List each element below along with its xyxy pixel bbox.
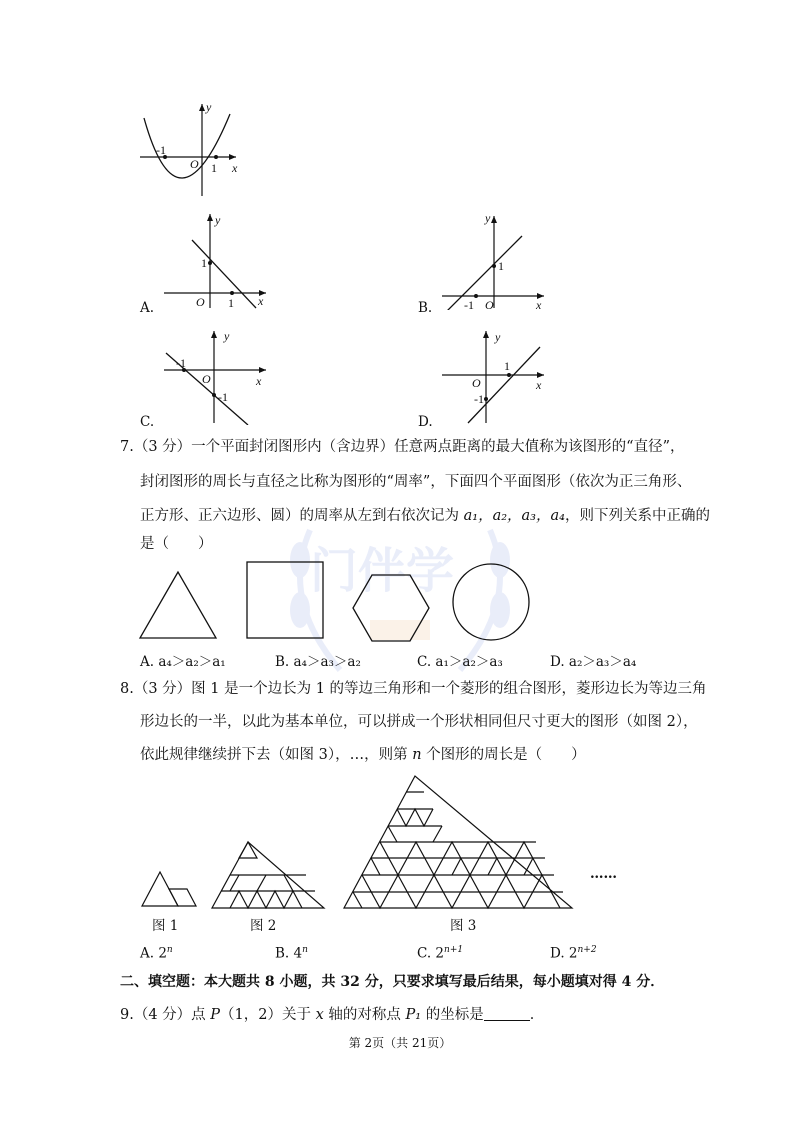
q7-shapes [135, 560, 535, 645]
circle-shape [453, 564, 529, 640]
svg-text:O: O [196, 295, 205, 309]
q7-option-a[interactable]: A. a₄＞a₂＞a₁ [140, 654, 226, 670]
q7-option-d[interactable]: D. a₂＞a₃＞a₄ [550, 654, 637, 670]
q8-figure-2 [208, 838, 332, 913]
q7-line-3 [140, 506, 710, 526]
q8-dots: …… [590, 866, 617, 882]
svg-text:O: O [472, 376, 481, 390]
square-shape [247, 562, 323, 638]
svg-text:-1: -1 [474, 392, 484, 406]
equilateral-triangle-shape [140, 572, 216, 638]
q7-line-3-pre: 正方形、正六边形、圆）的周率从左到右依次记为 [140, 508, 464, 524]
q7-line-3-post: ，则下列关系中正确的 [564, 508, 710, 524]
q8-line-1: 8.（3 分）图 1 是一个边长为 1 的等边三角形和一个菱形的组合图形，菱形边长为等边三角 [120, 681, 707, 697]
q7-line-2: 封闭图形的周长与直径之比称为图形的“周率”，下面四个平面图形（依次为正三角形、 [140, 474, 692, 490]
svg-text:x: x [258, 294, 264, 308]
q6-option-b[interactable]: B. [418, 300, 433, 316]
svg-text:x: x [232, 161, 238, 175]
q8-option-a[interactable]: A. 2$^n$ [140, 945, 173, 962]
svg-text:1: 1 [228, 296, 234, 310]
svg-text:O: O [190, 157, 199, 171]
svg-text:x: x [536, 298, 542, 310]
watermark-text: 门伴学 [310, 543, 455, 599]
svg-text:y: y [206, 100, 212, 114]
svg-text:-1: -1 [156, 143, 166, 157]
svg-text:x: x [536, 378, 542, 392]
parabola-graph [138, 100, 248, 200]
q7-line-3-vars: a₁，a₂，a₃，a₄ [463, 508, 565, 524]
graph-option-d [440, 325, 550, 425]
svg-text:O: O [485, 298, 494, 310]
svg-text:-1: -1 [176, 356, 186, 370]
q9-line: 9.（4 分）点 P（1，2）关于 x 轴的对称点 P₁ 的坐标是 ． [120, 1007, 545, 1023]
q8-line-2: 形边长的一半，以此为基本单位，可以拼成一个形状相同但尺寸更大的图形（如图 2）， [140, 714, 698, 730]
svg-text:y: y [495, 330, 501, 344]
q8-fig-2-label: 图 2 [250, 918, 277, 934]
svg-text:1: 1 [504, 359, 510, 373]
graph-option-c [160, 325, 270, 425]
section-2-title: 二、填空题：本大题共 8 小题，共 32 分，只要求填写最后结果，每小题填对得 4 分． [120, 974, 665, 990]
q8-figure-3 [340, 772, 580, 914]
svg-text:x: x [256, 374, 262, 388]
graph-option-b [440, 210, 550, 310]
svg-text:y: y [485, 211, 491, 225]
q8-line-3 [140, 745, 586, 765]
q7-line-4: 是（ ） [140, 536, 213, 552]
q8-line-3-n: n [412, 747, 422, 763]
graph-option-a [160, 210, 270, 310]
svg-text:1: 1 [201, 256, 207, 270]
q6-option-c[interactable]: C. [140, 414, 155, 430]
q8-option-d[interactable]: D. $2^{n+2}$ [550, 945, 597, 962]
q7-line-1: 7.（3 分）一个平面封闭图形内（含边界）任意两点距离的最大值称为该图形的“直径”， [120, 439, 685, 455]
q7-option-b[interactable]: B. a₄＞a₃＞a₂ [275, 654, 361, 670]
svg-text:y: y [215, 213, 221, 227]
q8-line-3-post: 个图形的周长是（ ） [421, 747, 586, 763]
q6-option-a[interactable]: A. [140, 300, 155, 316]
regular-hexagon-shape [353, 575, 429, 641]
svg-text:-1: -1 [464, 298, 474, 310]
svg-text:-1: -1 [218, 390, 228, 404]
svg-text:1: 1 [211, 161, 217, 175]
q8-line-3-pre: 依此规律继续拼下去（如图 3），…，则第 [140, 747, 413, 763]
q8-fig-1-label: 图 1 [152, 918, 179, 934]
q8-option-c[interactable]: C. $2^{n+1}$ [417, 945, 464, 962]
q8-option-b[interactable]: B. 4$^n$ [275, 945, 308, 962]
svg-text:y: y [224, 329, 230, 343]
q8-fig-3-label: 图 3 [450, 918, 477, 934]
page-footer: 第 2页（共 21页） [348, 1036, 452, 1050]
svg-text:O: O [202, 372, 211, 386]
svg-text:1: 1 [498, 259, 504, 273]
q9-answer-blank[interactable] [484, 1006, 530, 1021]
q8-figure-1 [140, 868, 210, 913]
q6-option-d[interactable]: D. [418, 414, 433, 430]
q7-option-c[interactable]: C. a₁＞a₂＞a₃ [417, 654, 503, 670]
